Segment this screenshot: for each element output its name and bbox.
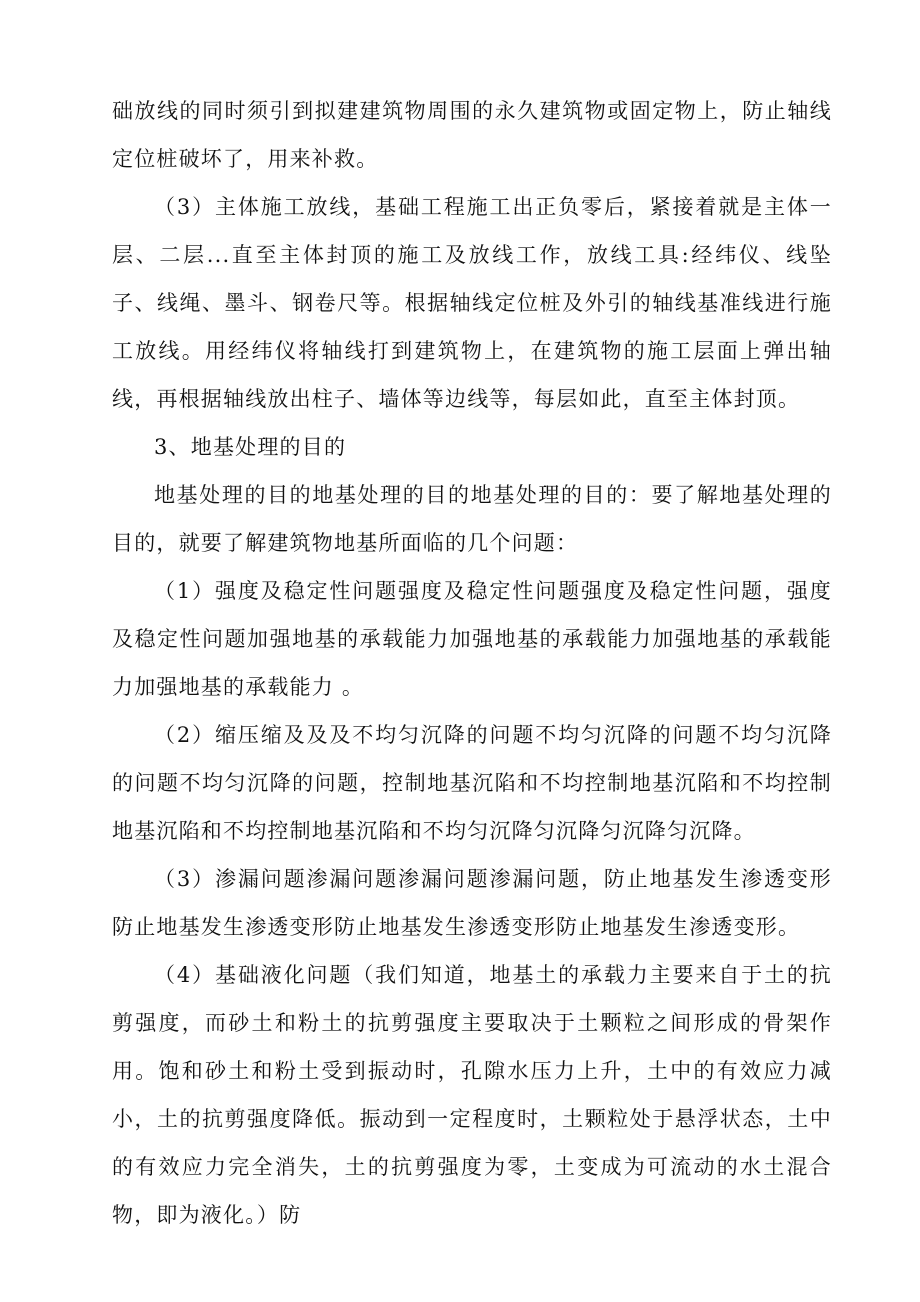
- paragraph-item-3: （3）渗漏问题渗漏问题渗漏问题渗漏问题，防止地基发生渗透变形防止地基发生渗透变形防止地基发生渗透变形防止地基发生渗透变形。: [112, 867, 832, 939]
- paragraph-purpose: 地基处理的目的地基处理的目的地基处理的目的：要了解地基处理的目的，就要了解建筑物地基所面临的几个问题：: [112, 483, 832, 555]
- paragraph-continuation: 础放线的同时须引到拟建建筑物周围的永久建筑物或固定物上，防止轴线定位桩破坏了，用来补救。: [112, 99, 832, 171]
- paragraph-item-2: （2）缩压缩及及及不均匀沉降的问题不均匀沉降的问题不均匀沉降的问题不均匀沉降的问题，控制地基沉陷和不均控制地基沉陷和不均控制地基沉陷和不均控制地基沉陷和不均匀沉降匀沉降匀沉降匀沉降。: [112, 723, 832, 843]
- paragraph-item-1: （1）强度及稳定性问题强度及稳定性问题强度及稳定性问题，强度及稳定性问题加强地基的承载能力加强地基的承载能力加强地基的承载能力加强地基的承载能力 。: [112, 579, 832, 699]
- document-body: [112, 87, 832, 1239]
- paragraph-main-construction-layout: （3）主体施工放线，基础工程施工出正负零后，紧接着就是主体一层、二层...直至主体封顶的施工及放线工作，放线工具:经纬仪、线坠子、线绳、墨斗、钢卷尺等。根据轴线定位桩及外引的轴线基准线进行施工放线。用经纬仪将轴线打到建筑物上，在建筑物的施工层面上弹出轴线，再根据轴线放出柱子、墙体等边线等，每层如此，直至主体封顶。: [112, 195, 832, 411]
- paragraph-item-4: （4）基础液化问题（我们知道，地基土的承载力主要来自于土的抗剪强度，而砂土和粉土的抗剪强度主要取决于土颗粒之间形成的骨架作用。饱和砂土和粉土受到振动时，孔隙水压力上升，土中的有效应力减小，土的抗剪强度降低。振动到一定程度时，土颗粒处于悬浮状态，土中的有效应力完全消失，土的抗剪强度为零，土变成为可流动的水土混合物，即为液化。）防: [112, 963, 832, 1227]
- section-heading: 3、地基处理的目的: [154, 435, 347, 459]
